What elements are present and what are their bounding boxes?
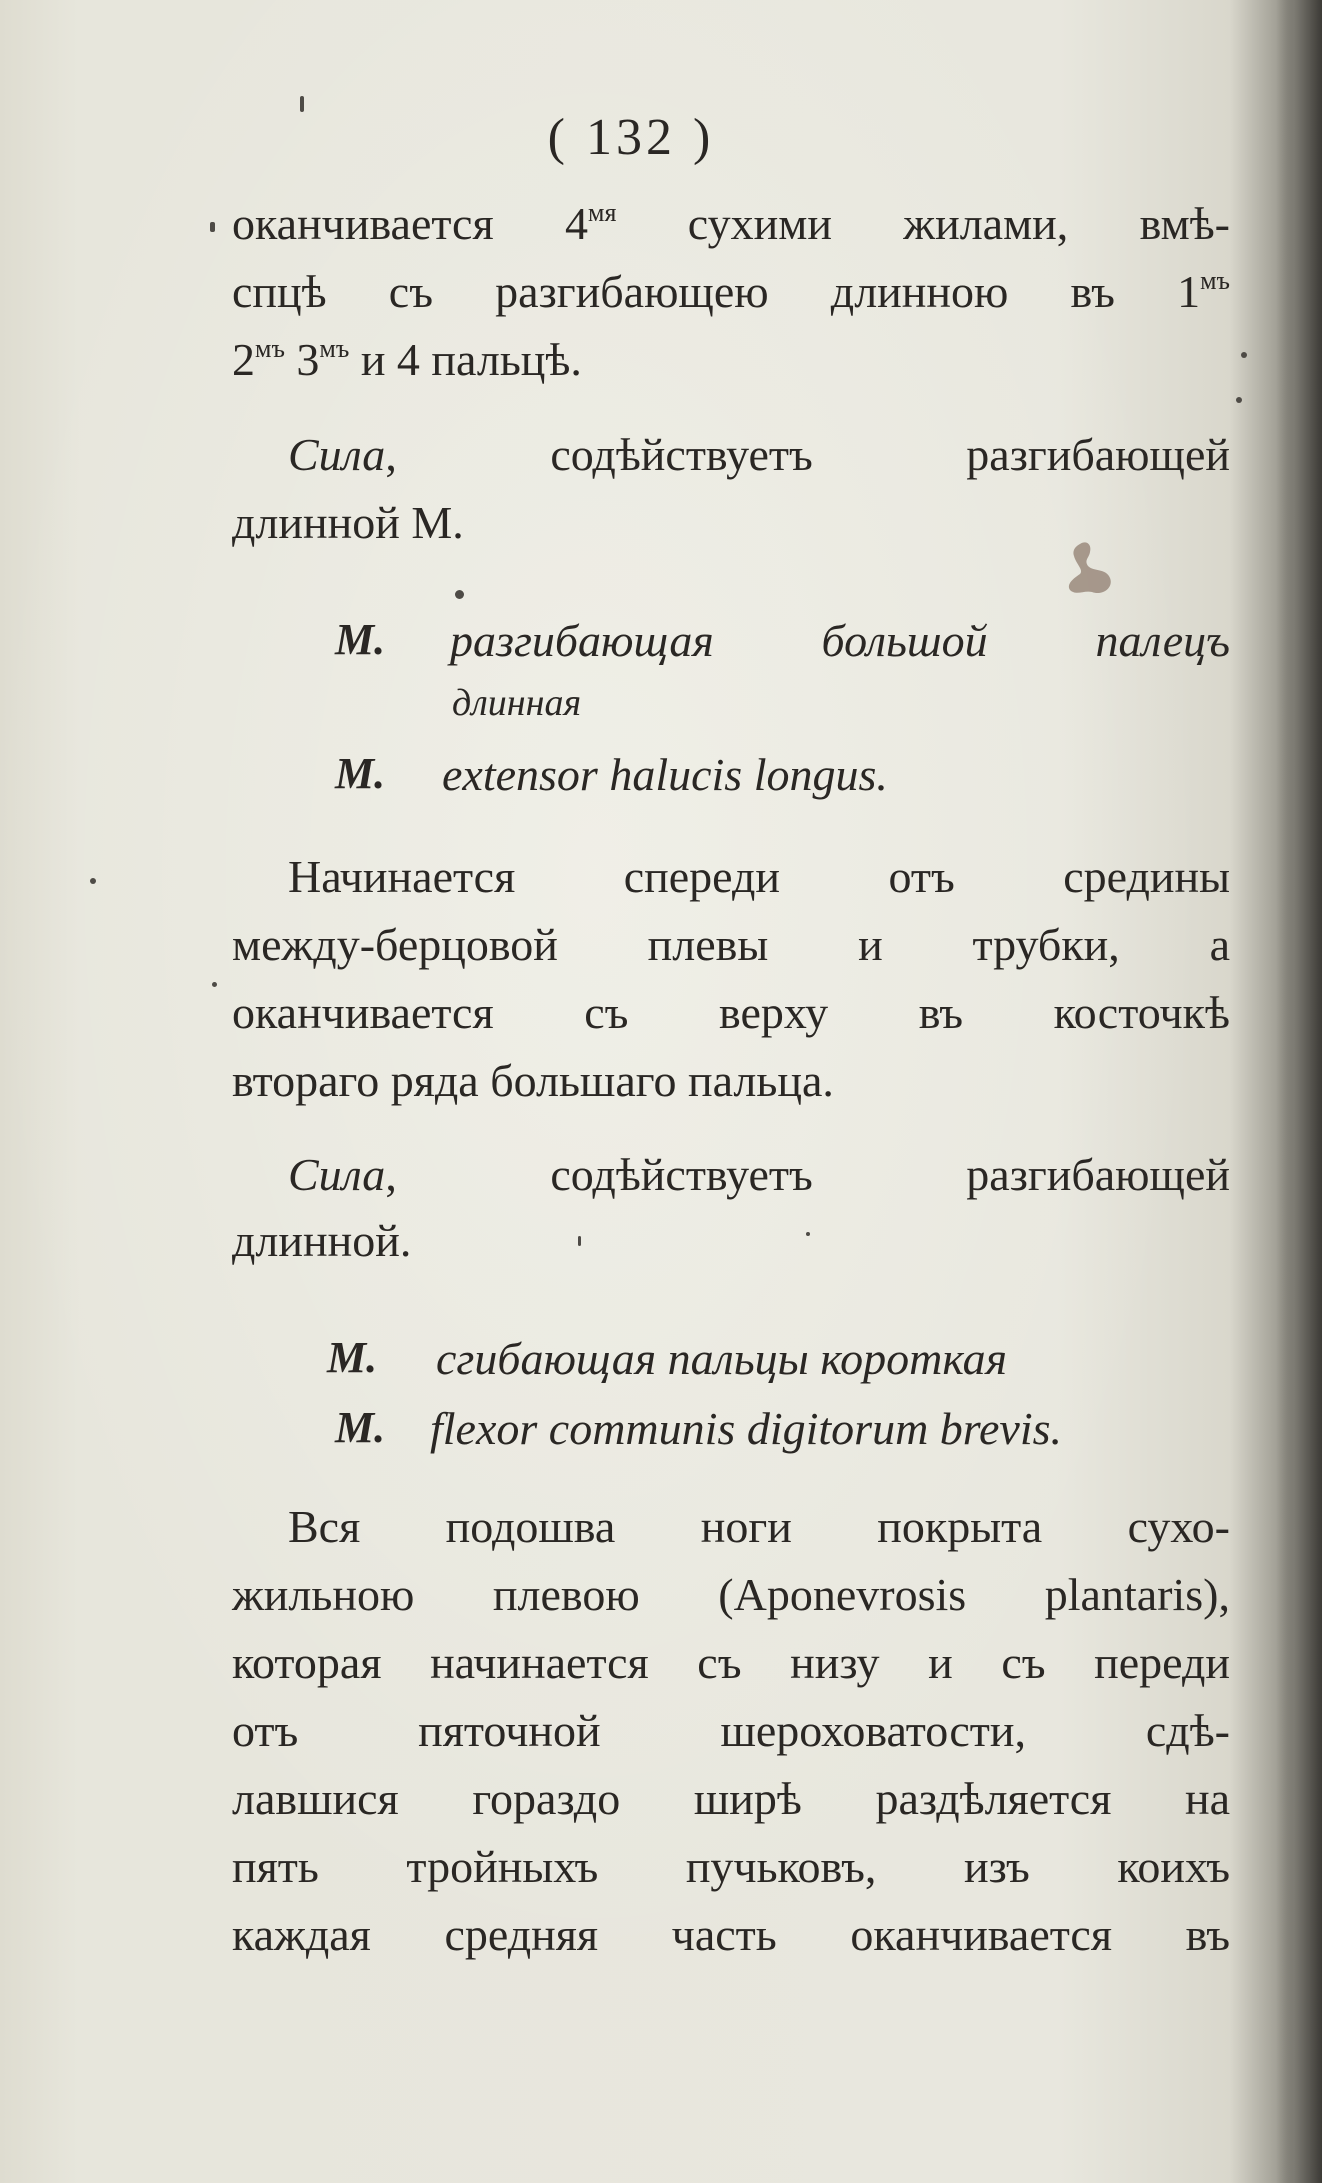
ink-speck xyxy=(210,222,215,232)
heading-2-latin-prefix: M. xyxy=(335,1403,386,1452)
paragraph-2-line-3: оканчивается съ верху въ косточкѣ xyxy=(232,987,1230,1038)
paragraph-3-line-2: жильною плевою (Aponevrosis plantaris), xyxy=(232,1569,1230,1620)
paragraph-2-line-1: Начинается спереди отъ средины xyxy=(288,851,1230,902)
sila-label: Сила xyxy=(288,1149,386,1200)
heading-2-latin: flexor communis digitorum brevis. xyxy=(430,1403,1063,1454)
paragraph-2-line-4: втораго ряда большаго пальца. xyxy=(232,1055,834,1106)
sila-2-line-1: Сила, содѣйствуетъ разгибающей xyxy=(288,1149,1230,1200)
heading-1-latin: extensor halucis longus. xyxy=(442,749,888,800)
paragraph-3-line-4: отъ пяточной шероховатости, сдѣ- xyxy=(232,1705,1230,1756)
heading-2-prefix: M. xyxy=(327,1333,378,1382)
ink-speck xyxy=(578,1236,581,1246)
ink-speck xyxy=(455,590,464,599)
paragraph-1-line-2: спцѣ съ разгибающею длинною въ $1^{мъ}$ xyxy=(232,266,1230,317)
ink-speck xyxy=(1236,397,1242,403)
sila-2-line-2: длинной. xyxy=(232,1215,412,1266)
paragraph-2-line-2: между-берцовой плевы и трубки, а xyxy=(232,919,1230,970)
sila-label: Сила xyxy=(288,429,386,480)
ink-stain xyxy=(1062,538,1114,600)
sila-1-line-1: Сила, содѣйствуетъ разгибающей xyxy=(288,429,1230,480)
heading-1-russian: разгибающая большой палецъ xyxy=(450,615,1230,666)
ink-speck xyxy=(806,1232,810,1236)
paragraph-3-line-1: Вся подошва ноги покрыта сухо- xyxy=(288,1501,1230,1552)
heading-1-latin-prefix: M. xyxy=(335,749,386,798)
heading-1-russian-line-2: длинная xyxy=(452,682,582,724)
book-spine-shadow xyxy=(1276,0,1322,2183)
paragraph-3-line-3: которая начинается съ низу и съ переди xyxy=(232,1637,1230,1688)
ink-speck xyxy=(90,878,96,884)
paragraph-3-line-5: лавшися гораздо ширѣ раздѣляется на xyxy=(232,1773,1230,1824)
paragraph-1-line-1: оканчивается $4^{мя}$ сухими жилами, вмѣ- xyxy=(232,198,1231,249)
paragraph-3-line-7: каждая средняя часть оканчивается въ xyxy=(232,1909,1230,1960)
ink-speck xyxy=(1241,352,1247,358)
ink-speck xyxy=(300,96,304,112)
paragraph-1-line-3: $2^{мъ}$ $3^{мъ}$ и 4 пальцѣ. xyxy=(232,334,582,385)
heading-2-russian: сгибающая пальцы короткая xyxy=(436,1333,1008,1384)
heading-1-prefix: M. xyxy=(335,615,386,664)
ink-speck xyxy=(212,982,217,987)
page-number: ( 132 ) xyxy=(547,109,715,166)
paragraph-3-line-6: пять тройныхъ пучьковъ, изъ коихъ xyxy=(232,1841,1230,1892)
sila-1-line-2: длинной М. xyxy=(232,497,464,548)
